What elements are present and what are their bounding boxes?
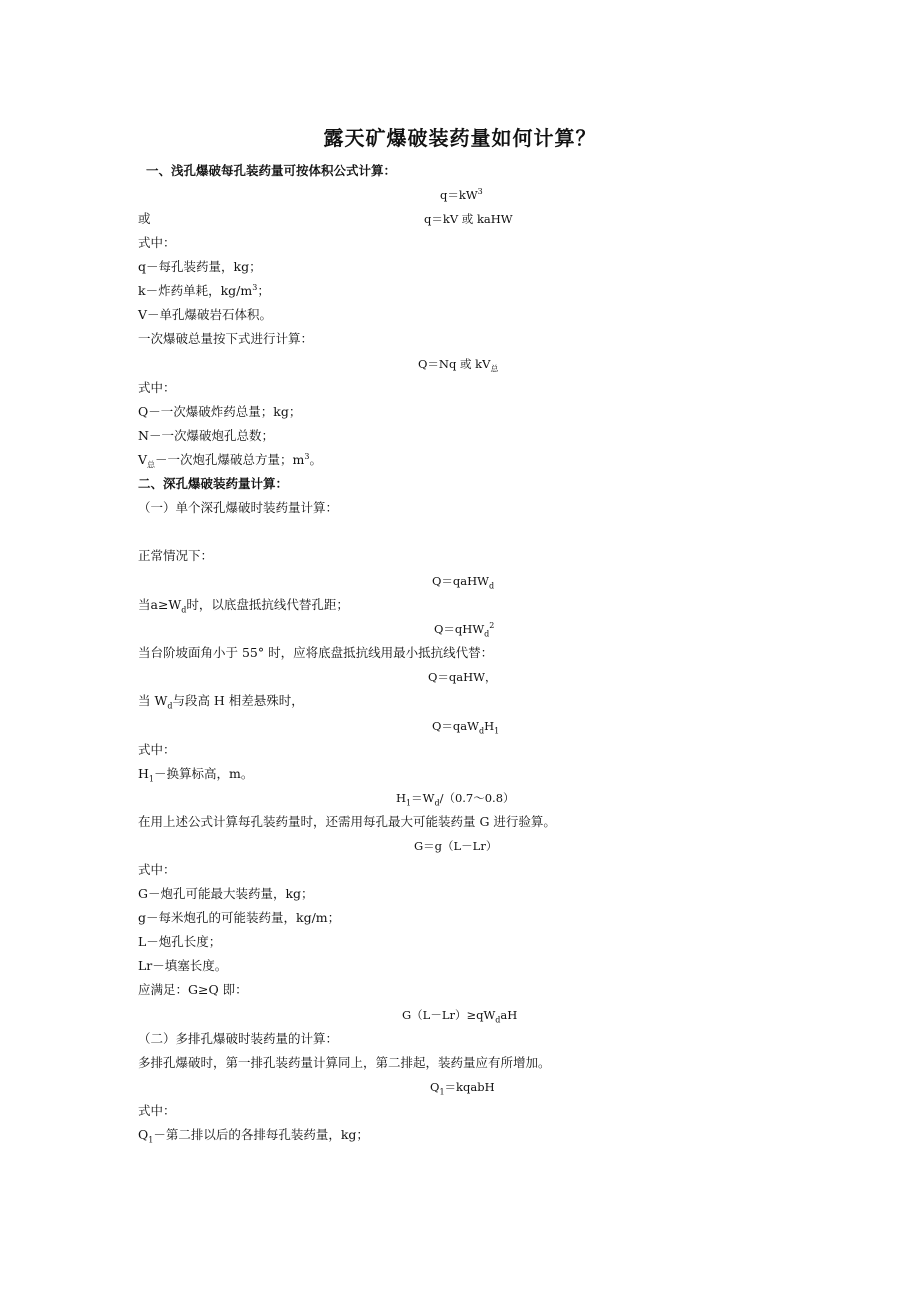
or-label: 或 bbox=[138, 211, 151, 226]
condition-wd-h: 当 $W_d$与段高 H 相差悬殊时， bbox=[138, 693, 304, 711]
formula-g-inequality: $G(L-Lr)\ge qW_daH$ bbox=[402, 1008, 518, 1025]
formula-q1: $Q_1=kqabH$ bbox=[430, 1080, 495, 1097]
formula-total-q: Q＝Nq 或 $kV_总$ bbox=[418, 357, 499, 374]
multi-row-sentence: 多排孔爆破时，第一排孔装药量计算同上，第二排起，装药量应有所增加。 bbox=[138, 1055, 551, 1070]
definition-l: L－炮孔长度； bbox=[138, 934, 222, 949]
definition-g-per-meter: g－每米炮孔的可能装药量，kg/m； bbox=[138, 910, 341, 925]
definition-k: k－炸药单耗，$kg/m^3$； bbox=[138, 282, 270, 298]
formula-h1: $H_1=W_d/(0.7\sim 0.8)$ bbox=[396, 791, 515, 808]
formula-q-kv: q＝kV 或 kaHW bbox=[424, 212, 513, 226]
where-label: 式中： bbox=[138, 862, 176, 877]
definition-v-total: $V_总-$一次炮孔爆破总方量；$m^3$。 bbox=[138, 451, 322, 470]
formula-q-kw3: $q=kW^3$ bbox=[440, 187, 483, 202]
formula-q-qahw: Q＝qaHW， bbox=[428, 670, 497, 684]
definition-g: G－炮孔可能最大装药量，kg； bbox=[138, 886, 314, 901]
subsection-2-heading: （二）多排孔爆破时装药量的计算： bbox=[138, 1031, 339, 1046]
condition-g-ge-q: 应满足：G≥Q 即： bbox=[138, 982, 248, 997]
condition-slope-angle: 当台阶坡面角小于 55° 时，应将底盘抵抗线用最小抵抗线代替： bbox=[138, 645, 494, 660]
check-sentence: 在用上述公式计算每孔装药量时，还需用每孔最大可能装药量 G 进行验算。 bbox=[138, 814, 556, 829]
definition-n: N－一次爆破炮孔总数； bbox=[138, 428, 274, 443]
formula-q-qawdh1: $Q=qaW_dH_1$ bbox=[432, 719, 500, 736]
where-label: 式中： bbox=[138, 1103, 176, 1118]
definition-q1: $Q_1-$第二排以后的各排每孔装药量，kg； bbox=[138, 1127, 369, 1145]
formula-q-qhwd2: Q＝qHW$_d^2$ bbox=[434, 621, 495, 639]
definition-h1: $H_1-$换算标高，m。 bbox=[138, 766, 254, 784]
condition-a-ge-wd: 当$a\ge W_d$时，以底盘抵抗线代替孔距； bbox=[138, 597, 349, 615]
definition-lr: Lr－填塞长度。 bbox=[138, 958, 228, 973]
normal-case-label: 正常情况下： bbox=[138, 548, 214, 563]
subsection-1-heading: （一）单个深孔爆破时装药量计算： bbox=[138, 500, 339, 515]
section-1-heading: 一、浅孔爆破每孔装药量可按体积公式计算： bbox=[146, 163, 397, 178]
section-2-heading: 二、深孔爆破装药量计算： bbox=[138, 476, 289, 491]
where-label: 式中： bbox=[138, 235, 176, 250]
definition-q: q－每孔装药量，kg； bbox=[138, 259, 262, 274]
total-intro: 一次爆破总量按下式进行计算： bbox=[138, 331, 314, 346]
where-label: 式中： bbox=[138, 742, 176, 757]
definition-v: V－单孔爆破岩石体积。 bbox=[138, 307, 273, 322]
formula-q-qahwd: Q＝qaHW$_d$ bbox=[432, 574, 495, 591]
page-title: 露天矿爆破装药量如何计算？ bbox=[323, 126, 597, 150]
formula-g: G＝g（L－Lr） bbox=[414, 839, 498, 853]
definition-total-q: Q－一次爆破炸药总量；kg； bbox=[138, 404, 302, 419]
where-label: 式中： bbox=[138, 380, 176, 395]
